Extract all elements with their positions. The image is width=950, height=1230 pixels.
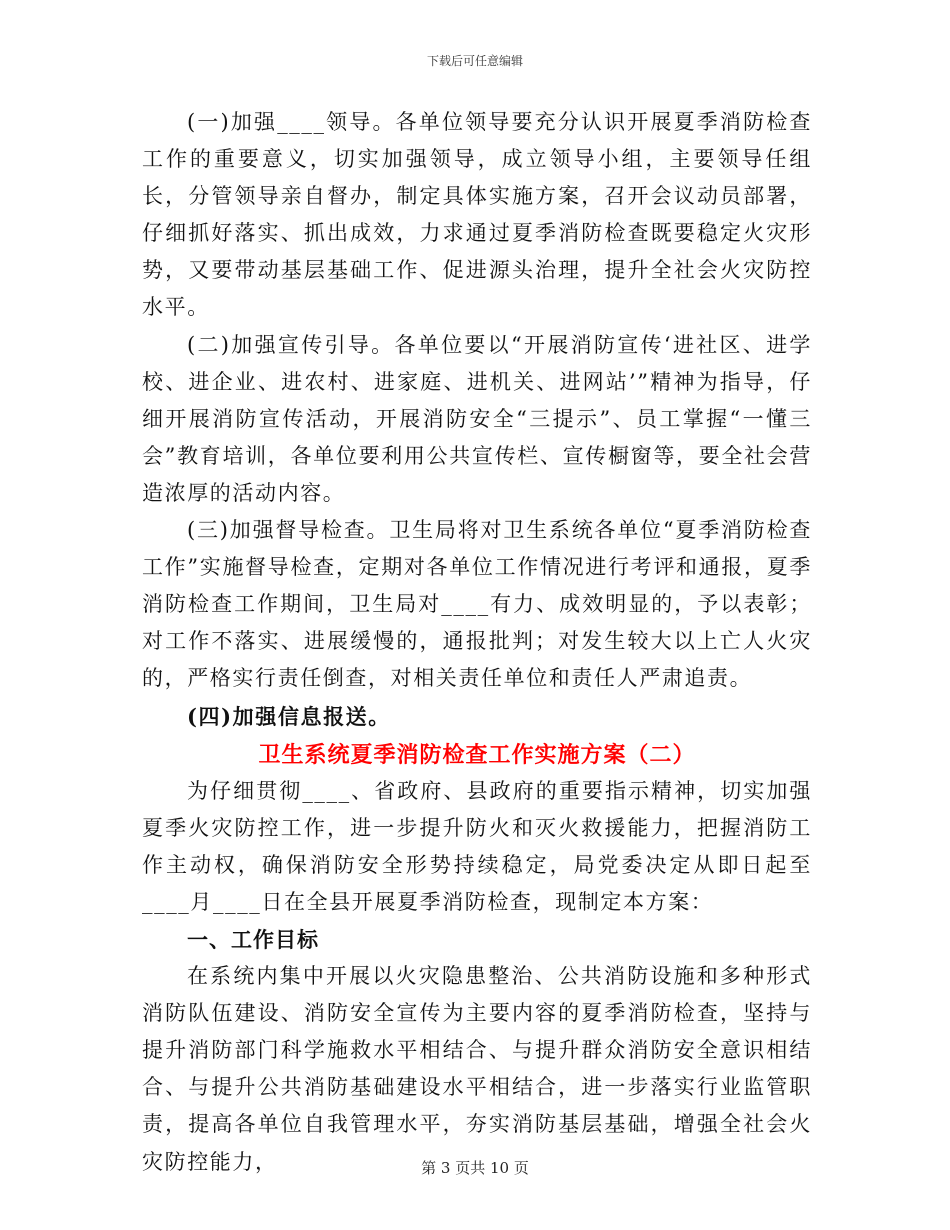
document-title: 卫生系统夏季消防检查工作实施方案（二）	[258, 741, 696, 768]
paragraph-info-reporting: (四)加强信息报送。	[187, 703, 391, 729]
paragraph-intro: 为仔细贯彻____、省政府、县政府的重要指示精神，切实加强夏季火灾防控工作，进一步提升防火和灭火救援能力，把握消防工作主动权，确保消防安全形势持续稳定，局党委决定从即日起至____月____日在全县开展夏季消防检查，现制定本方案：	[142, 778, 812, 914]
page-footer: 第 3 页共 10 页	[421, 1159, 529, 1177]
page-header: 下载后可任意编辑	[426, 54, 523, 68]
document-body	[142, 104, 812, 1181]
section-heading-goals: 一、工作目标	[187, 926, 319, 952]
paragraph-publicity: (二)加强宣传引导。各单位要以“开展消防宣传‘进社区、进学校、进企业、进农村、进家庭、进机关、进网站’”精神为指导，仔细开展消防宣传活动，开展消防安全“三提示”、员工掌握“一懂三会”教育培训，各单位要利用公共宣传栏、宣传橱窗等，要全社会营造浓厚的活动内容。	[142, 332, 812, 505]
paragraph-supervision: (三)加强督导检查。卫生局将对卫生系统各单位“夏季消防检查工作”实施督导检查，定期对各单位工作情况进行考评和通报，夏季消防检查工作期间，卫生局对____有力、成效明显的，予以表彰；对工作不落实、进展缓慢的，通报批判；对发生较大以上亡人火灾的，严格实行责任倒查，对相关责任单位和责任人严肃追责。	[142, 518, 812, 691]
paragraph-goals: 在系统内集中开展以火灾隐患整治、公共消防设施和多种形式消防队伍建设、消防安全宣传为主要内容的夏季消防检查，坚持与提升消防部门科学施救水平相结合、与提升群众消防安全意识相结合、与提升公共消防基础建设水平相结合，进一步落实行业监管职责，提高各单位自我管理水平，夯实消防基层基础，增强全社会火灾防控能力，	[142, 964, 812, 1174]
paragraph-leadership: (一)加强____领导。各单位领导要充分认识开展夏季消防检查工作的重要意义，切实加强领导，成立领导小组，主要领导任组长，分管领导亲自督办，制定具体实施方案，召开会议动员部署，仔细抓好落实、抓出成效，力求通过夏季消防检查既要稳定火灾形势，又要带动基层基础工作、促进源头治理，提升全社会火灾防控水平。	[142, 110, 812, 320]
